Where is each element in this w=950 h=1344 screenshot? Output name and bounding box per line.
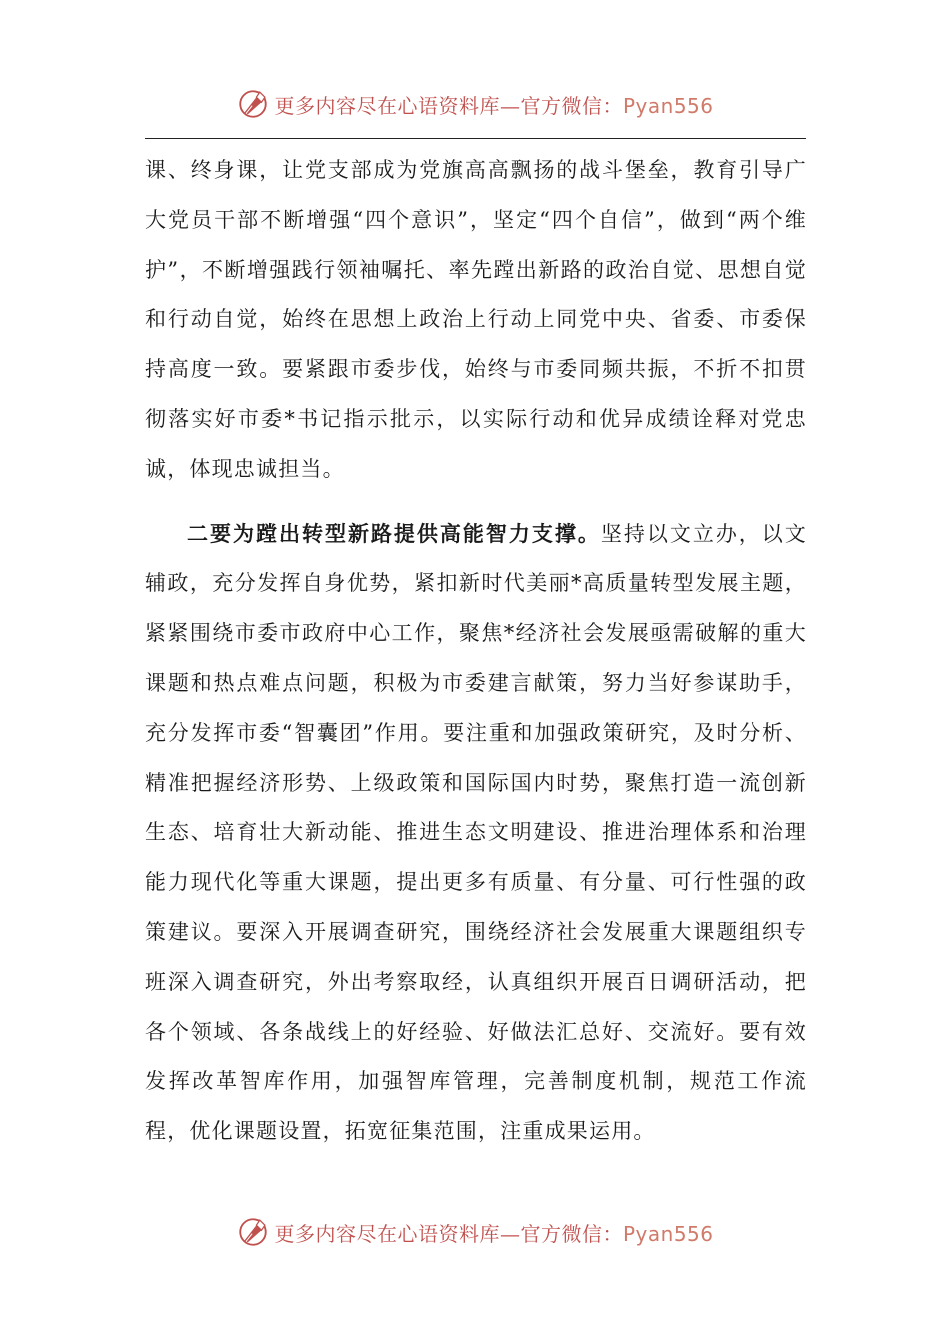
paragraph-1: 课、终身课，让党支部成为党旗高高飘扬的战斗堡垒，教育引导广大党员干部不断增强“四个意识”，坚定“四个自信”，做到“两个维护”，不断增强践行领袖嘱托、率先蹚出新路的政治自觉、思想自觉和行动自觉，始终在思想上政治上行动上同党中央、省委、市委保持高度一致。要紧跟市委步伐，始终与市委同频共振，不折不扣贯彻落实好市委*书记指示批示，以实际行动和优异成绩诠释对党忠诚，体现忠诚担当。: [145, 158, 807, 481]
header-rule: [145, 138, 806, 139]
footer-banner-text: [274, 1218, 713, 1247]
header-banner: [0, 84, 950, 124]
pen-nib-logo-icon: [236, 1215, 270, 1249]
document-body: [145, 146, 807, 1157]
pen-nib-logo-icon: [236, 87, 270, 121]
header-banner-text: [274, 90, 713, 119]
paragraph-2-lead: 二要为蹚出转型新路提供高能智力支撑。: [187, 520, 601, 546]
paragraph-2: [145, 509, 807, 1157]
footer-banner-label: 更多内容尽在心语资料库—官方微信：: [274, 1221, 623, 1246]
paragraph-2-text: 坚持以文立办，以文辅政，充分发挥自身优势，紧扣新时代美丽*高质量转型发展主题，紧紧围绕市委市政府中心工作，聚焦*经济社会发展亟需破解的重大课题和热点难点问题，积极为市委建言献策，努力当好参谋助手，充分发挥市委“智囊团”作用。要注重和加强政策研究，及时分析、精准把握经济形势、上级政策和国际国内时势，聚焦打造一流创新生态、培育壮大新动能、推进生态文明建设、推进治理体系和治理能力现代化等重大课题，提出更多有质量、有分量、可行性强的政策建议。要深入开展调查研究，围绕经济社会发展重大课题组织专班深入调查研究，外出考察取经，认真组织开展百日调研活动，把各个领域、各条战线上的好经验、好做法汇总好、交流好。要有效发挥改革智库作用，加强智库管理，完善制度机制，规范工作流程，优化课题设置，拓宽征集范围，注重成果运用。: [145, 521, 807, 1144]
footer-wechat-id: Pyan556: [622, 1221, 714, 1246]
header-banner-label: 更多内容尽在心语资料库—官方微信：: [274, 93, 623, 118]
header-wechat-id: Pyan556: [622, 93, 714, 118]
footer-banner: [0, 1212, 950, 1252]
